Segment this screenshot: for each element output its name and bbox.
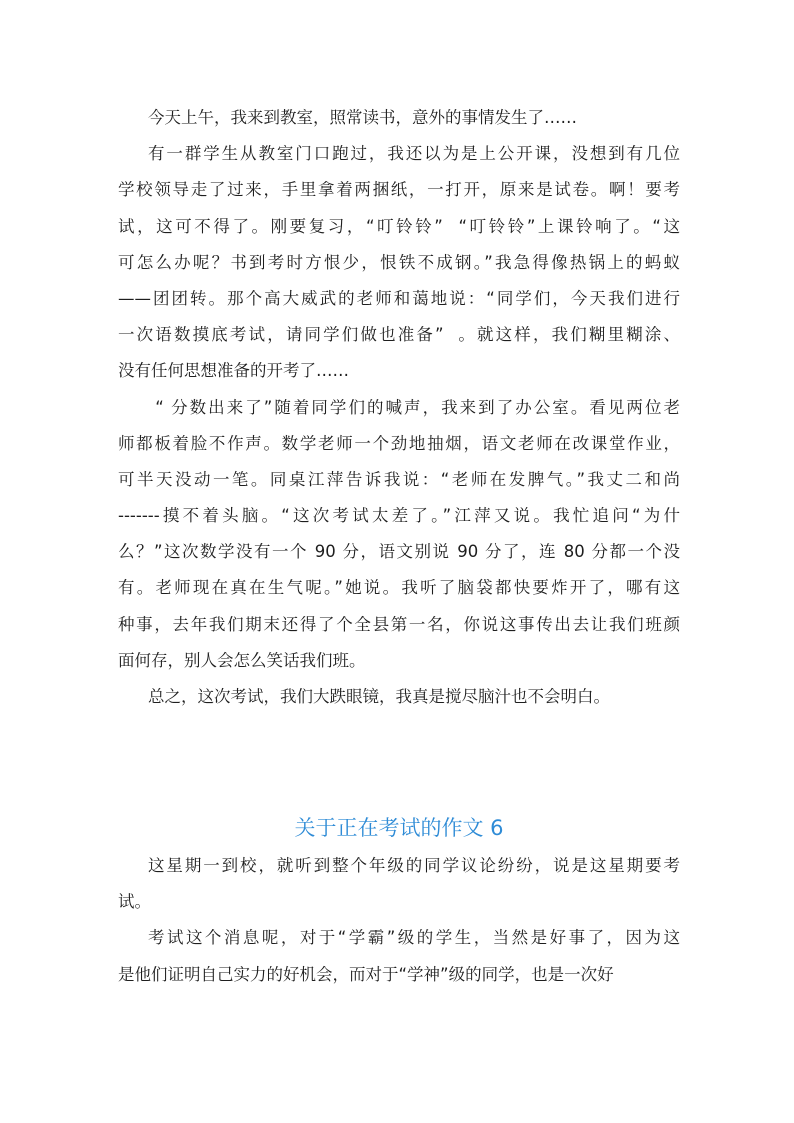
paragraph-line: 可半天没动一笔。同桌江萍告诉我说：“老师在发脾气。”我丈二和尚 xyxy=(118,469,680,489)
paragraph-line: 学校领导走了过来，手里拿着两捆纸，一打开，原来是试卷。啊！要考 xyxy=(118,180,680,200)
paragraph-line: 试。 xyxy=(118,892,151,912)
paragraph-line: 么？”这次数学没有一个 90 分，语文别说 90 分了，连 80 分都一个没 xyxy=(118,542,680,562)
section-heading: 关于正在考试的作文 6 xyxy=(294,816,504,840)
paragraph-line: 这星期一到校，就听到整个年级的同学议论纷纷，说是这星期要考 xyxy=(148,856,680,875)
paragraph-line: 可怎么办呢？书到考时方恨少，恨铁不成钢。”我急得像热锅上的蚂蚁 xyxy=(118,252,680,272)
paragraph-line: 一次语数摸底考试，请同学们做也准备” 。就这样，我们糊里糊涂、 xyxy=(118,325,680,345)
paragraph xyxy=(118,679,680,715)
paragraph-line: 没有任何思想准备的开考了…… xyxy=(118,361,349,381)
paragraph-line: 种事，去年我们期末还得了个全县第一名，你说这事传出去让我们班颜 xyxy=(118,614,680,634)
paragraph-line: 是他们证明自己实力的好机会，而对于“学神”级的同学，也是一次好 xyxy=(118,964,614,984)
paragraph xyxy=(118,390,680,680)
paragraph xyxy=(118,100,680,136)
paragraph-line: 今天上午，我来到教室，照常读书，意外的事情发生了…… xyxy=(148,108,577,127)
paragraph-line: 考试这个消息呢，对于“学霸”级的学生，当然是好事了，因为这 xyxy=(148,928,680,948)
paragraph xyxy=(118,136,680,389)
paragraph-line: “ 分数出来了”随着同学们的喊声，我来到了办公室。看见两位老 xyxy=(148,397,680,417)
paragraph-line: 师都板着脸不作声。数学老师一个劲地抽烟，语文老师在改课堂作业， xyxy=(118,433,680,453)
paragraph-line: ——团团转。那个高大威武的老师和蔼地说：“同学们，今天我们进行 xyxy=(118,288,680,308)
paragraph xyxy=(118,920,680,992)
paragraph-line: 有。老师现在真在生气呢。”她说。我听了脑袋都快要炸开了，哪有这 xyxy=(118,578,680,598)
article-body-top xyxy=(118,100,680,715)
paragraph-line: -------摸不着头脑。“这次考试太差了。”江萍又说。我忙追问“为什 xyxy=(118,506,680,526)
paragraph-line: 试，这可不得了。刚要复习，“叮铃铃” “叮铃铃”上课铃响了。“这 xyxy=(118,216,680,236)
paragraph-line: 总之，这次考试，我们大跌眼镜，我真是搅尽脑汁也不会明白。 xyxy=(148,687,610,706)
article-body-bottom xyxy=(118,848,680,993)
paragraph-line: 有一群学生从教室门口跑过，我还以为是上公开课，没想到有几位 xyxy=(148,144,680,164)
paragraph xyxy=(118,848,680,920)
paragraph-line: 面何存，别人会怎么笑话我们班。 xyxy=(118,650,366,670)
